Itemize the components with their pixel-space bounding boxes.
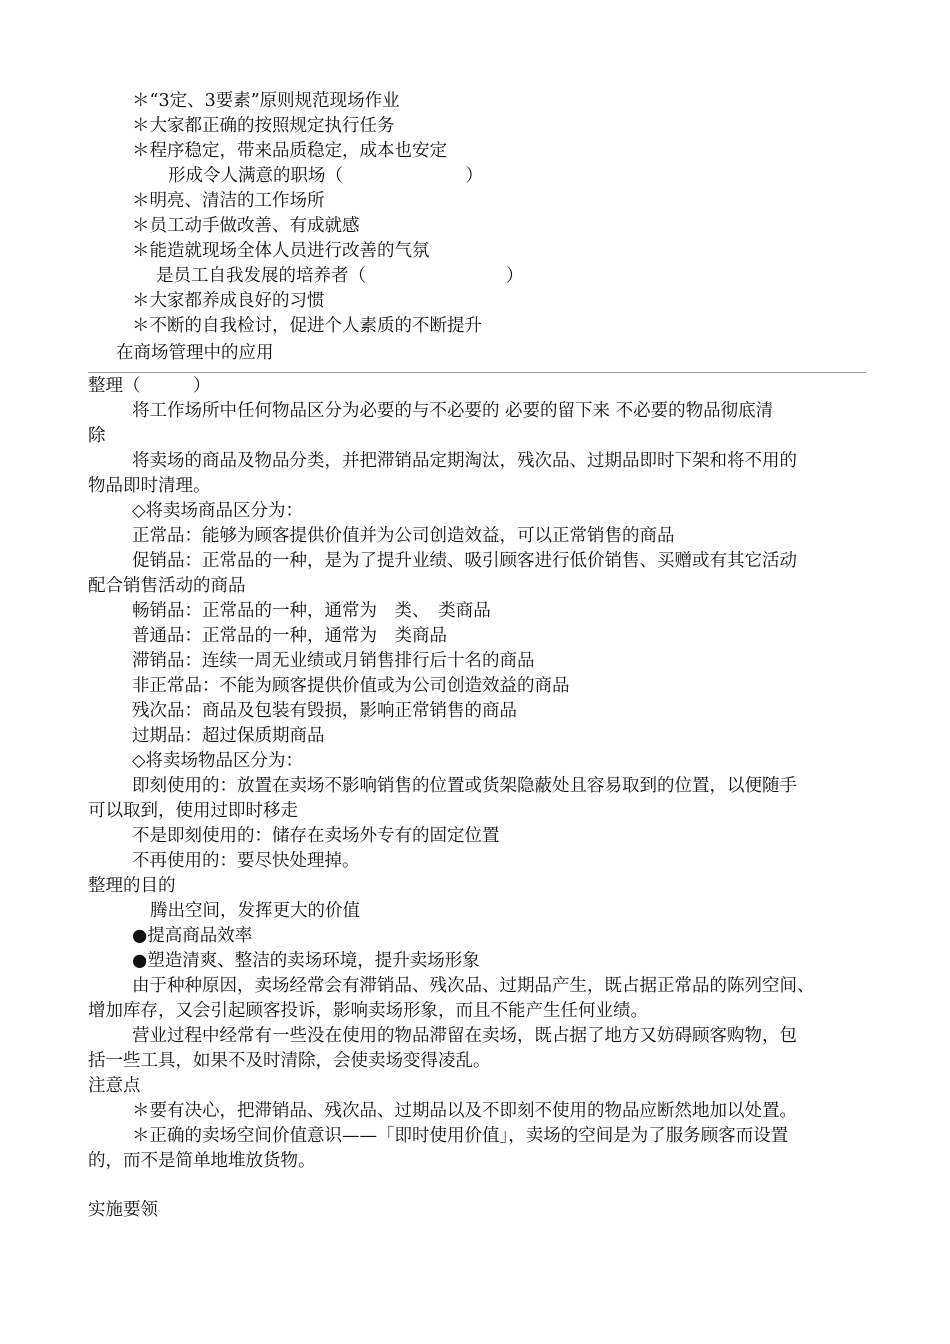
paragraph-line: 由于种种原因，卖场经常会有滞销品、残次品、过期品产生，既占据正常品的陈列空间、 xyxy=(132,976,815,996)
top-list-item: ＊明亮、清洁的工作场所 xyxy=(132,191,325,211)
top-list-item: ＊能造就现场全体人员进行改善的气氛 xyxy=(132,241,430,261)
goods-category: 正常品：能够为顾客提供价值并为公司创造效益，可以正常销售的商品 xyxy=(132,526,675,546)
top-list-item: ＊大家都养成良好的习惯 xyxy=(132,291,325,311)
top-list-item: 是员工自我发展的培养者（ ） xyxy=(156,266,524,286)
paragraph-line: 除 xyxy=(88,426,106,446)
note-item: 的，而不是简单地堆放货物。 xyxy=(88,1151,316,1171)
goods-category: 非正常品：不能为顾客提供价值或为公司创造效益的商品 xyxy=(132,676,570,696)
section-heading: 整理（ ） xyxy=(88,376,211,396)
goods-category: 配合销售活动的商品 xyxy=(88,576,246,596)
paragraph-line: 腾出空间，发挥更大的价值 xyxy=(150,901,360,921)
top-list-item: 形成令人满意的职场（ ） xyxy=(168,166,483,186)
paragraph-line: 营业过程中经常有一些没在使用的物品滞留在卖场，既占据了地方又妨碍顾客购物，包 xyxy=(132,1026,797,1046)
top-list-item: ＊“3定、3要素”原则规范现场作业 xyxy=(132,91,400,111)
section-title: 在商场管理中的应用 xyxy=(116,343,274,363)
subsection-heading: ◇将卖场物品区分为： xyxy=(132,751,303,771)
item-category: 不再使用的：要尽快处理掉。 xyxy=(132,851,360,871)
note-item: ＊要有决心，把滞销品、残次品、过期品以及不即刻不使用的物品应断然地加以处置。 xyxy=(132,1101,797,1121)
paragraph-line: 物品即时清理。 xyxy=(88,476,211,496)
item-category: 不是即刻使用的：储存在卖场外专有的固定位置 xyxy=(132,826,500,846)
top-list-item: ＊大家都正确的按照规定执行任务 xyxy=(132,116,395,136)
top-list-item: ＊不断的自我检讨，促进个人素质的不断提升 xyxy=(132,316,482,336)
paragraph-line: 将工作场所中任何物品区分为必要的与不必要的 必要的留下来 不必要的物品彻底清 xyxy=(132,401,774,421)
goods-category: 过期品：超过保质期商品 xyxy=(132,726,325,746)
goods-category: 普通品：正常品的一种，通常为 类商品 xyxy=(132,626,447,646)
goods-category: 畅销品：正常品的一种，通常为 类、 类商品 xyxy=(132,601,491,621)
goods-category: 残次品：商品及包装有毁损，影响正常销售的商品 xyxy=(132,701,517,721)
item-category: 即刻使用的：放置在卖场不影响销售的位置或货架隐蔽处且容易取到的位置，以便随手 xyxy=(132,776,797,796)
goods-category: 促销品：正常品的一种，是为了提升业绩、吸引顾客进行低价销售、买赠或有其它活动 xyxy=(132,551,797,571)
subsection-heading: ◇将卖场商品区分为： xyxy=(132,501,303,521)
section-divider xyxy=(88,372,866,373)
bullet-item: ●提高商品效率 xyxy=(132,926,253,946)
paragraph-line: 括一些工具，如果不及时清除，会使卖场变得凌乱。 xyxy=(88,1051,491,1071)
top-list-item: ＊员工动手做改善、有成就感 xyxy=(132,216,360,236)
section-heading: 实施要领 xyxy=(88,1200,158,1220)
note-item: ＊正确的卖场空间价值意识——「即时使用价值」，卖场的空间是为了服务顾客而设置 xyxy=(132,1126,789,1146)
item-category: 可以取到，使用过即时移走 xyxy=(88,801,298,821)
section-heading: 整理的目的 xyxy=(88,876,176,896)
section-heading: 注意点 xyxy=(88,1076,141,1096)
paragraph-line: 增加库存，又会引起顾客投诉，影响卖场形象，而且不能产生任何业绩。 xyxy=(88,1001,648,1021)
top-list-item: ＊程序稳定，带来品质稳定，成本也安定 xyxy=(132,141,447,161)
paragraph-line: 将卖场的商品及物品分类，并把滞销品定期淘汰，残次品、过期品即时下架和将不用的 xyxy=(132,451,797,471)
bullet-item: ●塑造清爽、整洁的卖场环境，提升卖场形象 xyxy=(132,951,480,971)
goods-category: 滞销品：连续一周无业绩或月销售排行后十名的商品 xyxy=(132,651,535,671)
